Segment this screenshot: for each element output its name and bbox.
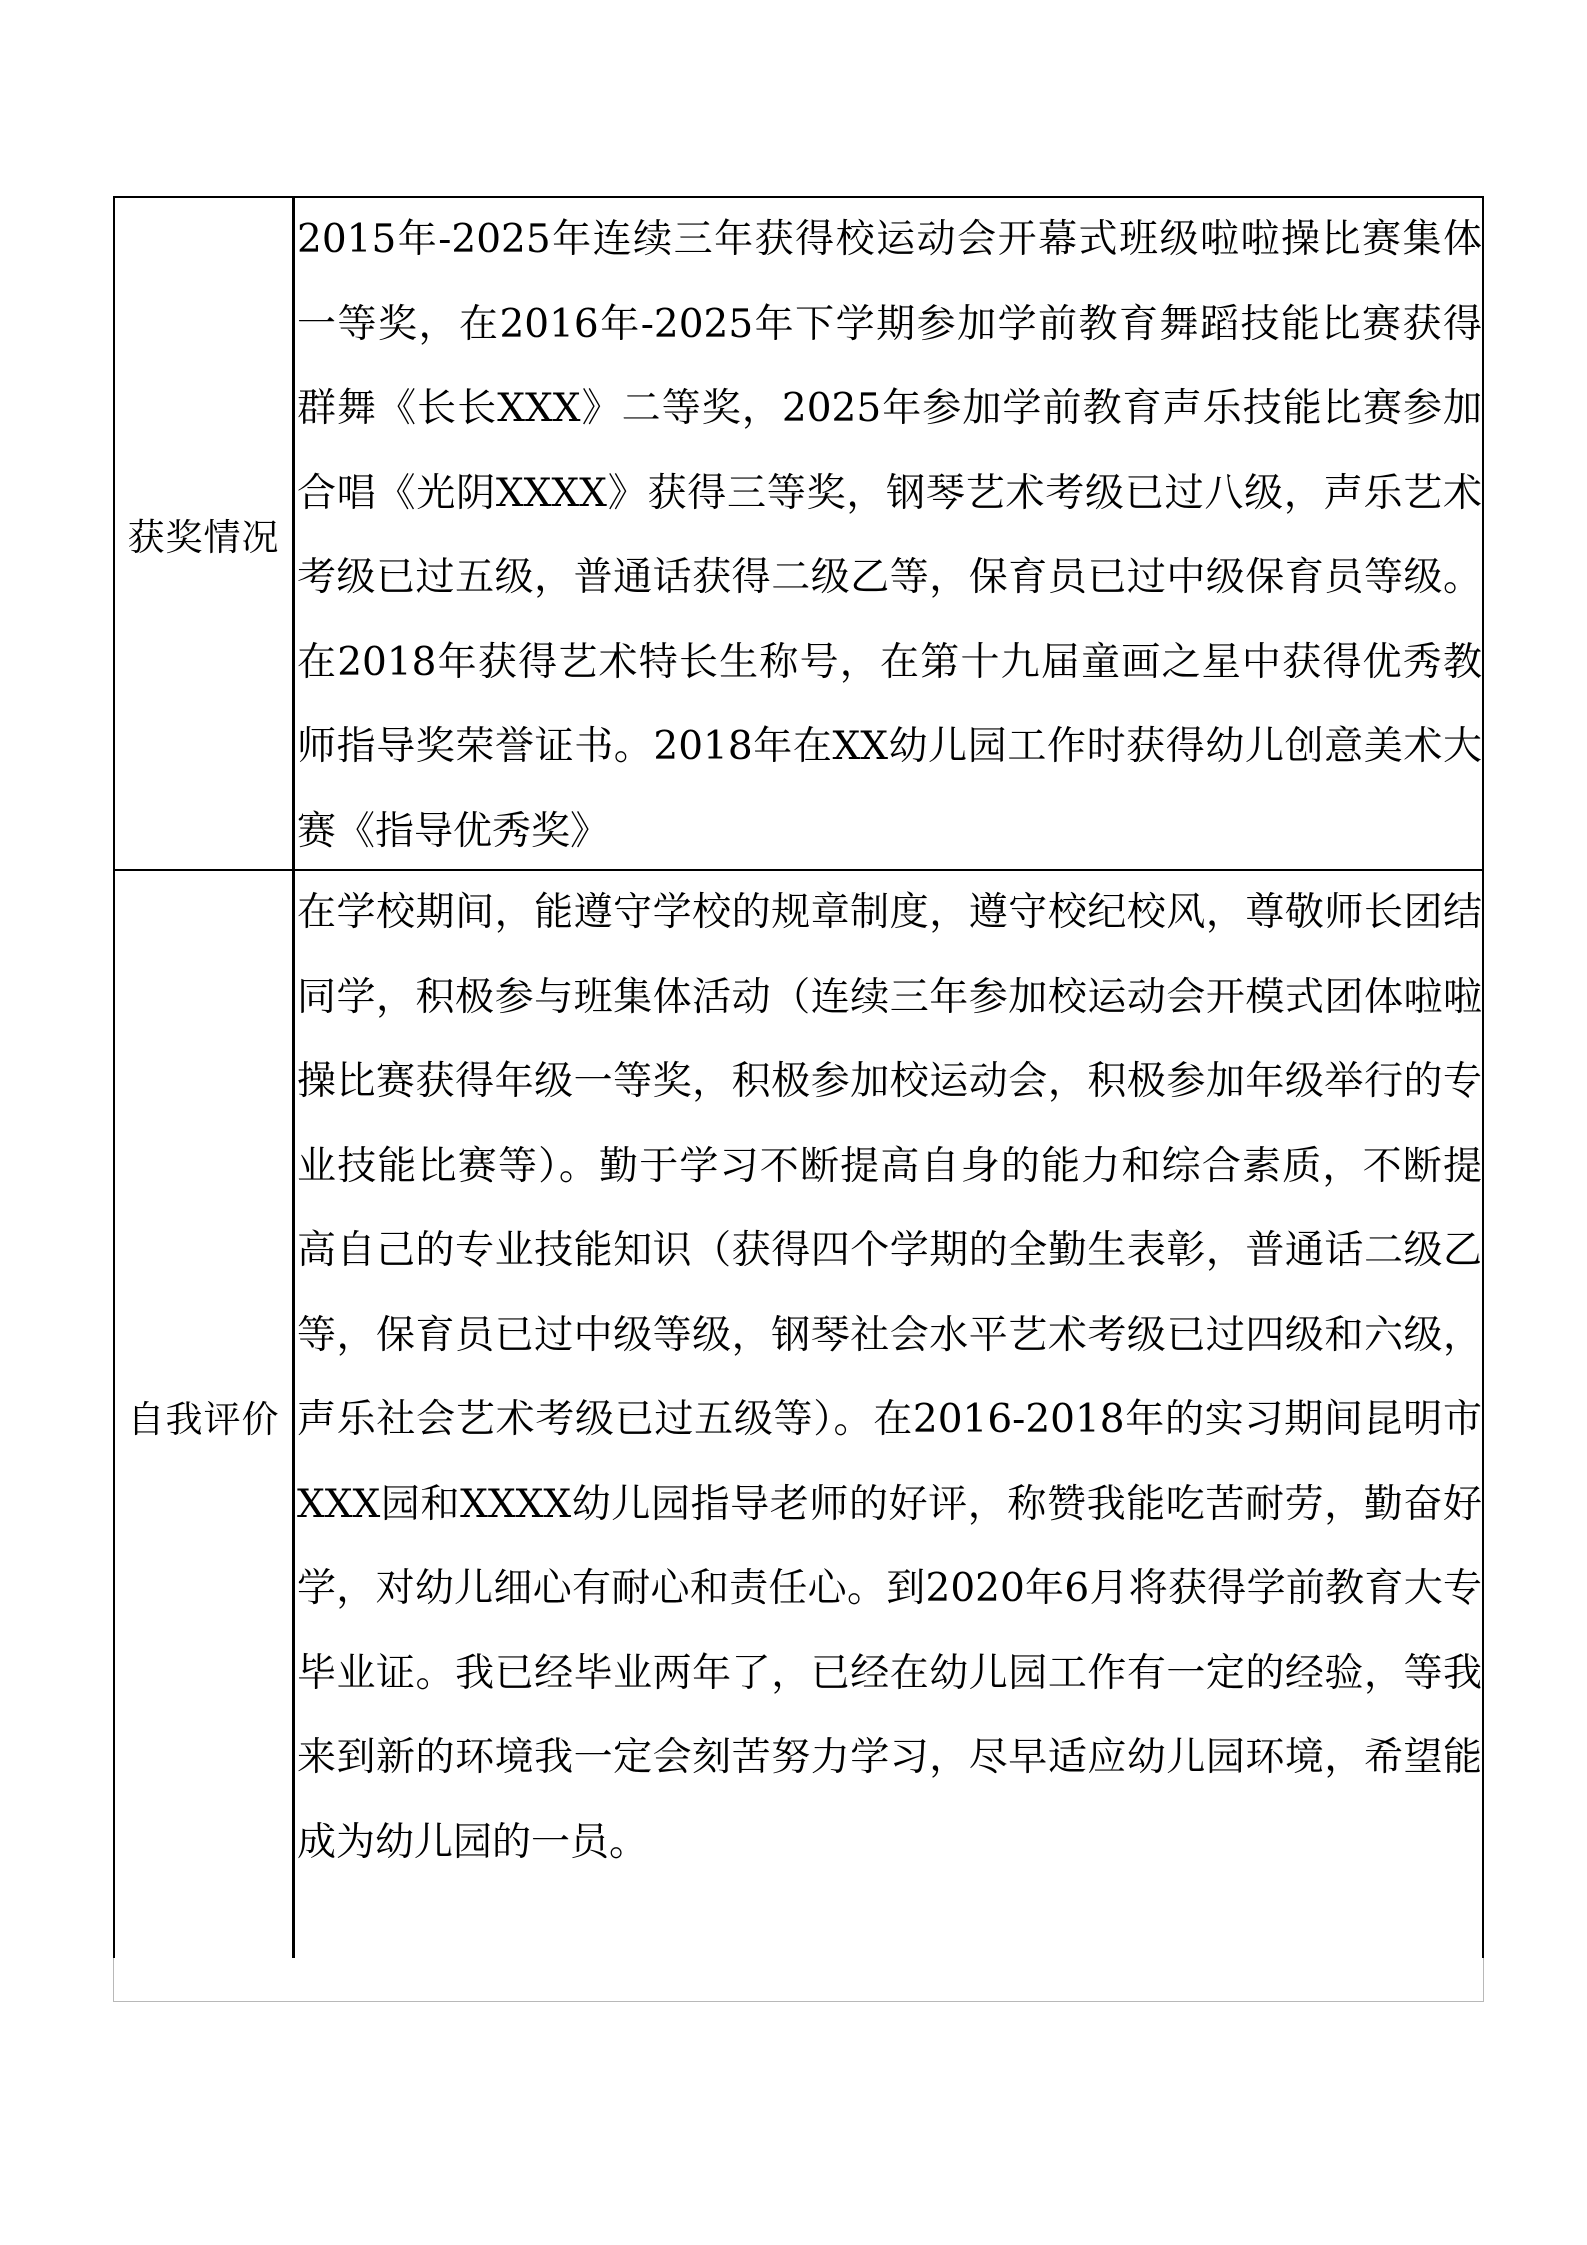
awards-content: 2015年-2025年连续三年获得校运动会开幕式班级啦啦操比赛集体一等奖，在2016年-2025年下学期参加学前教育舞蹈技能比赛获得群舞《长长XXX》二等奖，2025年参加学前教育声乐技能比赛参加合唱《光阴XXXX》获得三等奖，钢琴艺术考级已过八级，声乐艺术考级已过五级，普通话获得二级乙等，保育员已过中级保育员等级。在2018年获得艺术特长生称号，在第十九届童画之星中获得优秀教师指导奖荣誉证书。2018年在XX幼儿园工作时获得幼儿创意美术大赛《指导优秀奖》 [297, 217, 1482, 854]
table-footer-strip [113, 1958, 1484, 2002]
table-row-awards [113, 196, 1484, 869]
self-evaluation-content: 在学校期间，能遵守学校的规章制度，遵守校纪校风，尊敬师长团结同学，积极参与班集体活动（连续三年参加校运动会开模式团体啦啦操比赛获得年级一等奖，积极参加校运动会，积极参加年级举行的专业技能比赛等）。勤于学习不断提高自身的能力和综合素质，不断提高自己的专业技能知识（获得四个学期的全勤生表彰，普通话二级乙等，保育员已过中级等级，钢琴社会水平艺术考级已过四级和六级，声乐社会艺术考级已过五级等）。在2016-2018年的实习期间昆明市XXX园和XXXX幼儿园指导老师的好评，称赞我能吃苦耐劳，勤奋好学，对幼儿细心有耐心和责任心。到2020年6月将获得学前教育大专毕业证。我已经毕业两年了，已经在幼儿园工作有一定的经验，等我来到新的环境我一定会刻苦努力学习，尽早适应幼儿园环境，希望能成为幼儿园的一员。 [297, 890, 1482, 1865]
self-evaluation-label: 自我评价 [115, 871, 295, 1961]
info-table [113, 196, 1484, 1963]
table-row-self-evaluation [113, 869, 1484, 1963]
awards-label: 获奖情况 [115, 198, 295, 869]
